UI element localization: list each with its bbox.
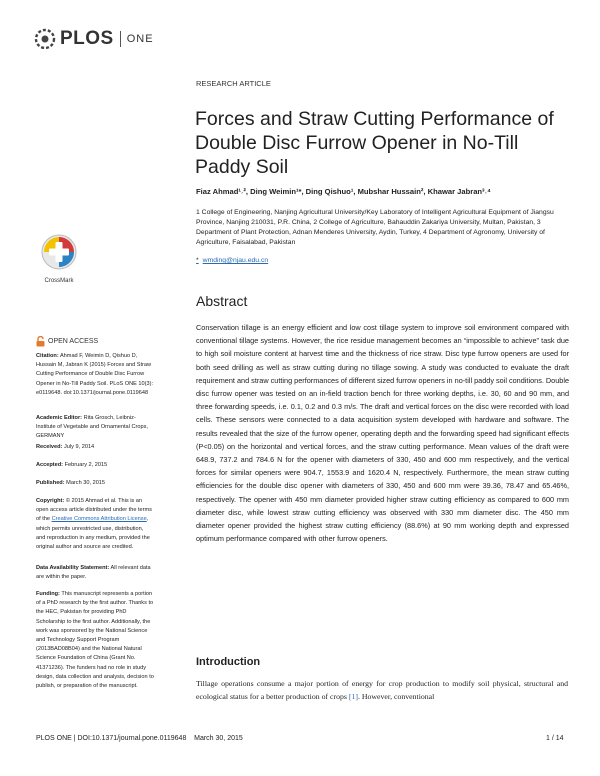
open-access-label: OPEN ACCESS (48, 338, 99, 345)
data-availability-label: Data Availability Statement: (36, 565, 110, 571)
data-availability-text: All relevant data are within the paper. (36, 565, 151, 581)
citation-block (36, 352, 154, 398)
intro-text-part-1: Tillage operations consume a major portion of energy for crop production to modify soil physical, structural and ecological status for a better production of crops (196, 679, 568, 701)
logo-plos-text: PLOS (60, 28, 114, 49)
article-type-label: RESEARCH ARTICLE (196, 79, 271, 88)
open-lock-icon (36, 336, 45, 347)
logo-one-text: ONE (126, 33, 154, 45)
logo-divider (120, 31, 121, 47)
introduction-text (196, 677, 568, 703)
introduction-heading: Introduction (196, 656, 261, 668)
published-date: March 30, 2015 (66, 480, 106, 486)
plos-logo-icon (34, 28, 56, 50)
funding-label: Funding: (36, 591, 60, 597)
affiliations: 1 College of Engineering, Nanjing Agricultural University/Key Laboratory of Intelligent Agricultural Equipment of Jiangsu Province, Nanjing 210031, P.R. China, 2 College of Agriculture, Bahauddin Zakariya University, Multan, Pakistan, 3 Department of Plant Protection, Adnan Menderes University, Aydin, Turkey, 4 Department of Agronomy, University of Agriculture, Faisalabad, Pakistan (196, 209, 554, 246)
copyright-text-1: © 2015 Ahmad et al. This is an open access article distributed under the terms of the (36, 498, 152, 523)
crossmark-icon (37, 232, 81, 272)
crossmark-badge[interactable] (37, 232, 81, 284)
crossmark-label: CrossMark (44, 278, 74, 284)
received-date: July 9, 2014 (64, 444, 95, 450)
published-label: Published: (36, 480, 65, 486)
accepted-label: Accepted: (36, 462, 64, 468)
license-link[interactable]: Creative Commons Attribution License (51, 516, 147, 523)
funding-block (36, 590, 154, 691)
citation-label: Citation: (36, 353, 59, 359)
abstract-text: Conservation tillage is an energy efficient and low cost tillage system to improve soil environment compared with conventional tillage systems. However, the rice residue management becomes an “impossible to achieve” task due to high soil moisture content at harvest time and the thickness of rice straw. Disc type furrow openers are used for both seed drilling as well as straw cutting during no tillage sowing. A study was conducted to evaluate the draft requirement and straw cutting performances of different sized furrow openers in no-till paddy soil conditions. Double disc furrow opener was tested on an in-field traction bench for three working depths, i.e. 30, 60 and 90 mm, and three forwarding speeds, i.e. 0.1, 0.2 and 0.3 m/s. The draft and vertical forces on the disc were recorded with load cells. These sensors were connected to a data acquisition system developed with hardware and software. The results revealed that the size of the furrow opener, operating depth and the forwarding speed had significant effects (P<0.05) on the horizontal and vertical forces, and the straw cutting performance. Mean values of the draft were 648.9, 737.2 and 784.6 N for the opener with diameters of 330, 450 and 600 mm respectively, and the vertical forces for similar openers were 904.7, 1553.9 and 1620.4 N, respectively. Furthermore, the mean straw cutting efficiencies for the double disc opener with diameters of 330, 450 and 600 mm were 39.36, 78.47 and 65.46%, respectively. The opener with 450 mm diameter provided higher straw cutting efficiency as compared to 600 mm diameter disc, while lowest straw cutting efficiency was observed with 330 mm diameter disc. The 450 mm diameter opener provided the highest straw cutting efficiency (88.6%) at 90 mm working depth and expressed optimum performance compared with other furrow openers. (196, 323, 570, 544)
accepted-date: February 2, 2015 (64, 462, 108, 468)
footer-citation: PLOS ONE | DOI:10.1371/journal.pone.0119648 March 30, 2015 (36, 735, 243, 742)
funding-text: This manuscript represents a portion of a PhD research by the first author. Thanks to the HEC, Pakistan for providing PhD Scholarship to the first author. Additionally, the work was sponsored by the National Science and Technology Support Program (2013BAD08B04) and the National Natural Science Foundation of China (Grant No. 41371236). The funders had no role in study design, data collection and analysis, decision to publish, or preparation of the manuscript. (36, 591, 154, 690)
editor-text: Rita Grosch, Leibniz-Institute of Vegetable and Ornamental Crops, GERMANY (36, 415, 148, 440)
plos-one-logo (34, 28, 154, 50)
abstract-heading: Abstract (196, 293, 248, 309)
data-availability-block (36, 564, 154, 582)
author-list: Fiaz Ahmad¹˒², Ding Weimin¹*, Ding Qishuo¹, Mubshar Hussain², Khawar Jabran³˒⁴ (196, 187, 491, 196)
received-label: Received: (36, 444, 63, 450)
article-title: Forces and Straw Cutting Performance of Double Disc Furrow Opener in No-Till Paddy Soil (195, 108, 554, 178)
page-number: 1 / 14 (546, 735, 564, 742)
email-address[interactable]: wmding@njau.edu.cn (202, 257, 269, 264)
accepted-block (36, 461, 154, 470)
editor-label: Academic Editor: (36, 415, 83, 421)
reference-link-1[interactable]: [1] (348, 692, 358, 701)
copyright-block (36, 497, 154, 552)
corresponding-email[interactable] (196, 257, 268, 264)
copyright-label: Copyright: (36, 498, 65, 504)
published-block (36, 479, 154, 488)
citation-text: Ahmad F, Weimin D, Qishuo D, Hussain M, Jabran K (2015) Forces and Straw Cutting Performance of Double Disc Furrow Opener in No-Till Paddy Soil. PLoS ONE 10(3): e0119648. doi:10.1371/journal.pone.0119648 (36, 353, 154, 396)
editor-block (36, 414, 154, 442)
email-marker: * (196, 257, 199, 264)
received-block (36, 443, 154, 452)
copyright-text-2: , which permits unrestricted use, distribution, and reproduction in any medium, provided the original author and source are credited. (36, 516, 150, 551)
open-access-badge (36, 336, 98, 347)
intro-text-part-2: . However, conventional (357, 692, 435, 701)
